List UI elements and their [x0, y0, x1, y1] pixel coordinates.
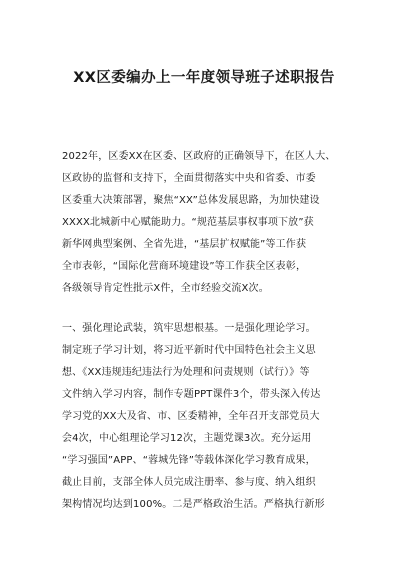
- text-line: 架构情况均达到100%。二是严格政治生活。严格执行新形: [62, 499, 325, 510]
- text-line: “学习强国”APP、“蓉城先锋”等载体深化学习教育成果，: [62, 455, 316, 466]
- text-line: 2022年，区委XX在区委、区政府的正确领导下，在区人大、: [62, 151, 336, 162]
- paragraph-intro: [62, 146, 354, 300]
- paragraph-section-one: [62, 318, 354, 516]
- text-line: 区委重大决策部署，聚焦“XX”总体发展思路，为加快建设: [62, 195, 320, 206]
- text-line: 制定班子学习计划，将习近平新时代中国特色社会主义思: [62, 345, 316, 356]
- document-title: XX区委编办上一年度领导班子述职报告: [73, 70, 335, 86]
- text-line: 全市表彰，“国际化营商环境建设”等工作获全区表彰，: [62, 261, 307, 272]
- text-line: 区政协的监督和支持下，全面贯彻落实中央和省委、市委: [62, 173, 316, 184]
- text-line: 文件纳入学习内容，制作专题PPT课件3个，带头深入传达: [62, 389, 321, 400]
- text-line: 新华网典型案例、全省先进，“基层扩权赋能”等工作获: [62, 239, 307, 250]
- text-line: 各级领导肯定性批示X件，全市经验交流X次。: [62, 283, 269, 294]
- text-line: 会4次，中心组理论学习12次，主题党课3次。充分运用: [62, 433, 312, 444]
- text-line: 一、强化理论武装，筑牢思想根基。一是强化理论学习。: [62, 323, 316, 334]
- text-line: XXXX北城新中心赋能助力。“规范基层事权事项下放”获: [62, 217, 314, 228]
- text-line: 学习党的XX大及省、市、区委精神，全年召开支部党员大: [62, 411, 320, 422]
- text-line: 截止目前，支部全体人员完成注册率、参与度、纳入组织: [62, 477, 316, 488]
- text-line: 想、《XX违规违纪违法行为处理和问责规则（试行）》等: [62, 367, 310, 378]
